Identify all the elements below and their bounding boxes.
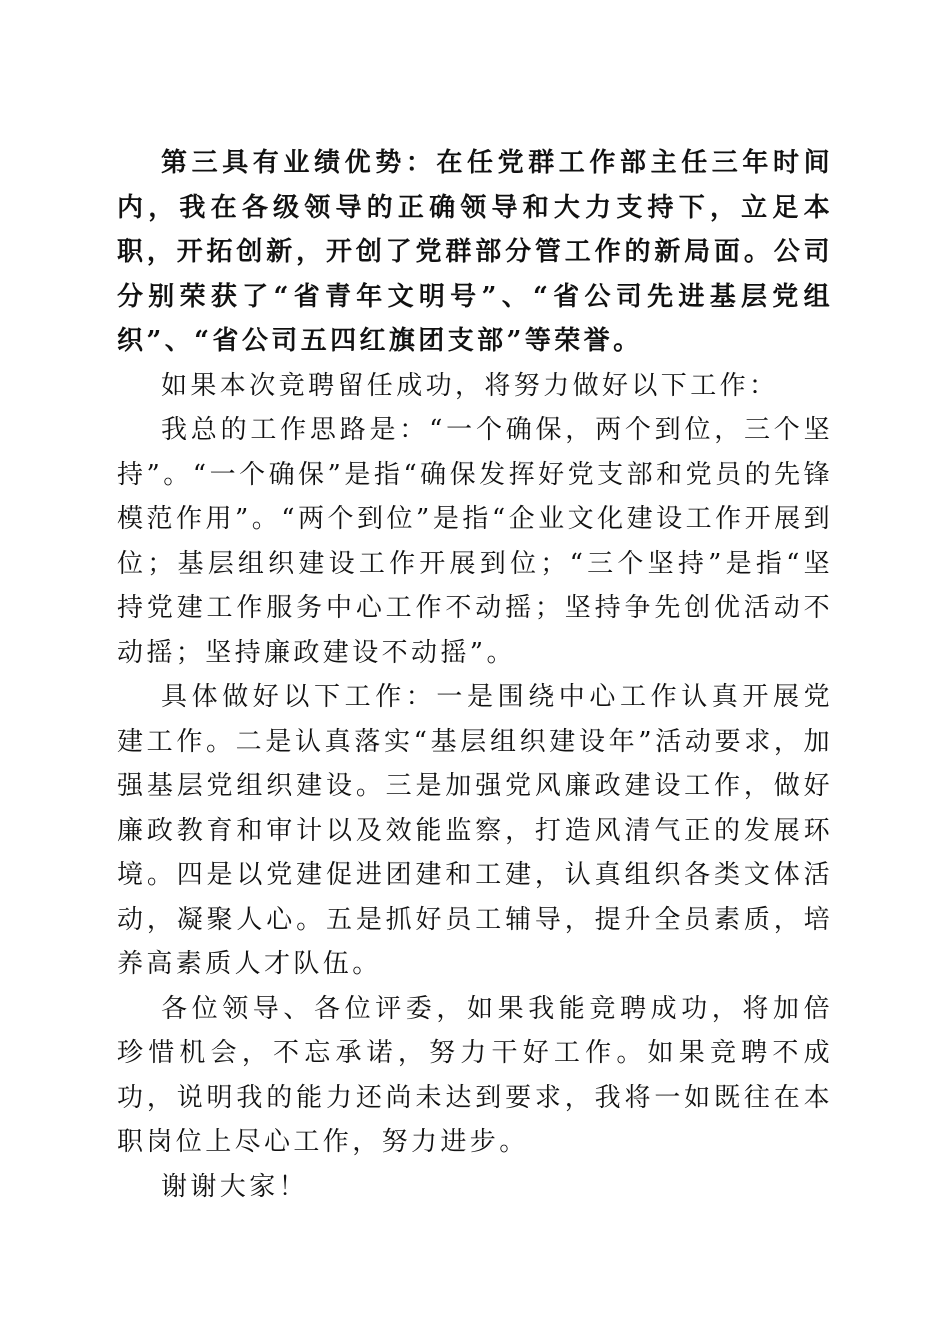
document-body xyxy=(117,141,833,1209)
paragraph-thanks: 谢谢大家！ xyxy=(161,1171,309,1202)
paragraph-performance-advantage: 第三具有业绩优势：在任党群工作部主任三年时间内，我在各级领导的正确领导和大力支持下，立足本职，开拓创新，开创了党群部分管工作的新局面。公司分别荣获了“省青年文明号”、“省公司先进基层党组织”、“省公司五四红旗团支部”等荣誉。 xyxy=(117,148,833,356)
paragraph-work-ideas: 我总的工作思路是：“一个确保，两个到位，三个坚持”。“一个确保”是指“确保发挥好党支部和党员的先锋模范作用”。“两个到位”是指“企业文化建设工作开展到位；基层组织建设工作开展到位；“三个坚持”是指“坚持党建工作服务中心工作不动摇；坚持争先创优活动不动摇；坚持廉政建设不动摇”。 xyxy=(117,415,833,668)
paragraph-specific-work: 具体做好以下工作：一是围绕中心工作认真开展党建工作。二是认真落实“基层组织建设年”活动要求，加强基层党组织建设。三是加强党风廉政建设工作，做好廉政教育和审计以及效能监察，打造风清气正的发展环境。四是以党建促进团建和工建，认真组织各类文体活动，凝聚人心。五是抓好员工辅导，提升全员素质，培养高素质人才队伍。 xyxy=(117,682,833,979)
paragraph-if-successful: 如果本次竞聘留任成功，将努力做好以下工作： xyxy=(161,370,779,401)
paragraph-closing-commitment: 各位领导、各位评委，如果我能竞聘成功，将加倍珍惜机会，不忘承诺，努力干好工作。如果竞聘不成功，说明我的能力还尚未达到要求，我将一如既往在本职岗位上尽心工作，努力进步。 xyxy=(117,993,833,1157)
